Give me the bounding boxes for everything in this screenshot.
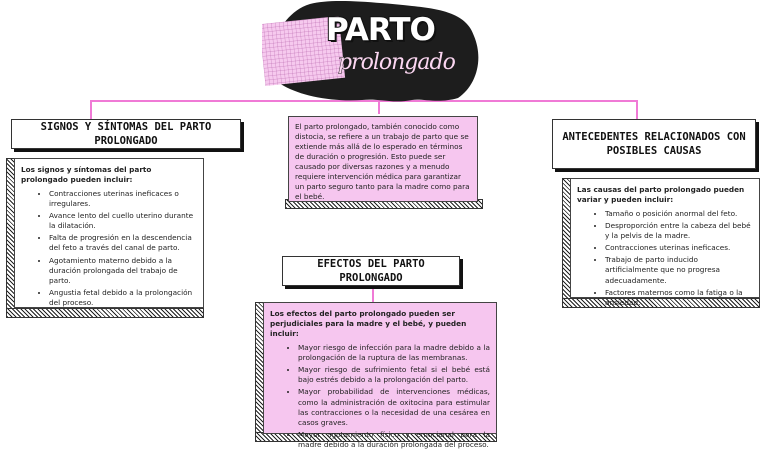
effects-box [263,302,497,449]
list-item: • Mayor agotamiento físico y emocional para la madre debido a la duración prolongada del proceso. [298,430,490,450]
effects-intro: Los efectos del parto prolongado pueden ser perjudiciales para la madre y el bebé, y pueden incluir: [270,309,467,339]
causes-box [570,178,760,307]
heading-effects: EFECTOS DEL PARTO PROLONGADO [282,256,460,286]
heading-antecedents: ANTECEDENTES RELACIONADOS CON POSIBLES CAUSAS [552,119,756,169]
signs-list [21,189,197,308]
signs-intro: Los signos y síntomas del parto prolongado pueden incluir: [21,165,152,185]
list-item: • Factores maternos como la fatiga o la ansiedad. [605,288,753,308]
page-title: PARTO [326,12,435,48]
list-item: • Mayor riesgo de sufrimiento fetal si el bebé está bajo estrés debido a la prolongación del parto. [298,365,490,385]
list-item: • Trabajo de parto inducido artificialmente que no progresa adecuadamente. [605,255,753,285]
signs-shadow-bottom [6,308,204,318]
list-item: • Falta de progresión en la descendencia del feto a través del canal de parto. [49,233,197,253]
effects-list [270,343,490,450]
list-item: • Contracciones uterinas ineficaces o irregulares. [49,189,197,209]
list-item: • Agotamiento materno debido a la duración prolongada del trabajo de parto. [49,256,197,286]
definition-text: El parto prolongado, también conocido como distocia, se refiere a un trabajo de parto que se extiende más allá de lo esperado en términos de duración o progresión. Esto puede ser causado por diversas razones y a menudo requiere intervención médica para garantizar un parto seguro tanto para la madre como para el bebé. [295,122,470,202]
signs-box [14,158,204,308]
heading-signs: SIGNOS Y SÍNTOMAS DEL PARTO PROLONGADO [11,119,241,149]
list-item: • Contracciones uterinas ineficaces. [605,243,753,253]
definition-box [288,116,478,202]
list-item: • Mayor riesgo de infección para la madre debido a la prolongación de la ruptura de las membranas. [298,343,490,363]
page-subtitle: prolongado [338,50,455,75]
list-item: • Avance lento del cuello uterino durante la dilatación. [49,211,197,231]
list-item: • Mayor probabilidad de intervenciones médicas, como la administración de oxitocina para estimular las contracciones o la necesidad de una cesárea en casos graves. [298,387,490,427]
list-item: • Angustia fetal debido a la prolongación del proceso. [49,288,197,308]
list-item: • Tamaño o posición anormal del feto. [605,209,753,219]
causes-intro: Las causas del parto prolongado pueden variar y pueden incluir: [577,185,745,205]
list-item: • Desproporción entre la cabeza del bebé y la pelvis de la madre. [605,221,753,241]
connector-effects-drop [372,284,374,302]
causes-list [577,209,753,308]
